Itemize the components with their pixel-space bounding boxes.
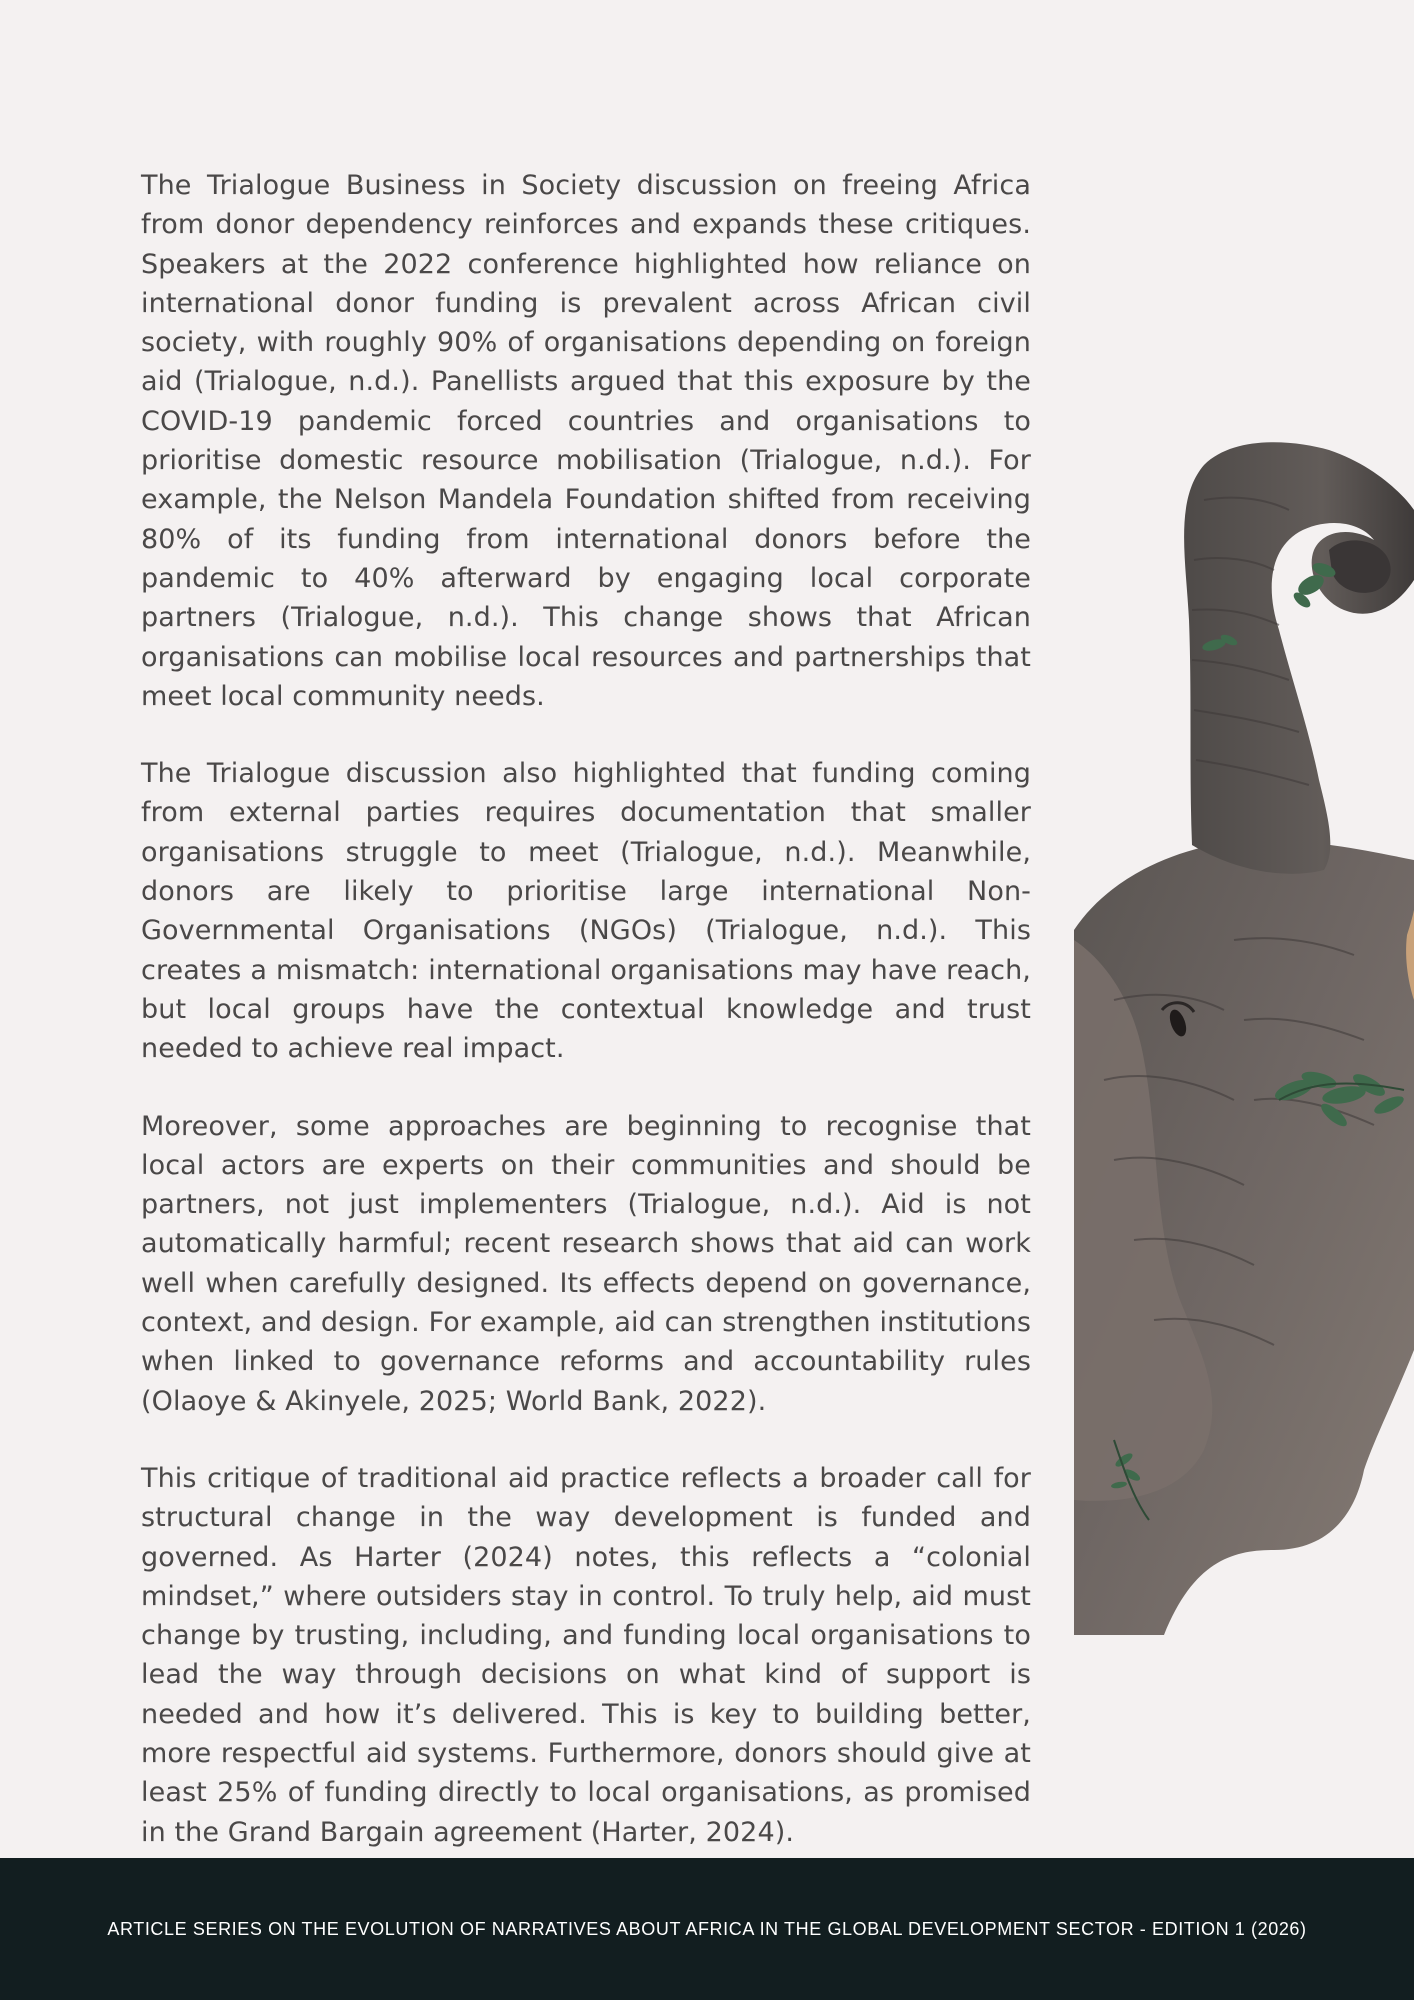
elephant-trunk [1184,442,1414,874]
footer-series-title: ARTICLE SERIES ON THE EVOLUTION OF NARRATIVES ABOUT AFRICA IN THE GLOBAL DEVELOPMENT SECTOR - EDITION 1 (2026) [107,1918,1307,1939]
page-footer [0,1858,1414,2000]
article-paragraph-3: Moreover, some approaches are beginning to recognise that local actors are experts on their communities and should be partners, not just implementers (Trialogue, n.d.). Aid is not automatically harmful; recent research shows that aid can work well when carefully designed. Its effects depend on governance, context, and design. For example, aid can strengthen institutions when linked to governance reforms and accountability rules (Olaoye & Akinyele, 2025; World Bank, 2022). [141,1110,1031,1417]
article-body [141,166,1031,1890]
article-paragraph-4: This critique of traditional aid practice reflects a broader call for structural change in the way development is funded and governed. As Harter (2024) notes, this reflects a “colonial mindset,” where outsiders stay in control. To truly help, aid must change by trusting, including, and funding local organisations to lead the way through decisions on what kind of support is needed and how it’s delivered. This is key to building better, more respectful aid systems. Furthermore, donors should give at least 25% of funding directly to local organisations, as promised in the Grand Bargain agreement (Harter, 2024). [141,1462,1031,1848]
elephant-photo [1074,440,1414,1635]
article-paragraph-2: The Trialogue discussion also highlighted that funding coming from external parties requires documentation that smaller organisations struggle to meet (Trialogue, n.d.). Meanwhile, donors are likely to prioritise large international Non-Governmental Organisations (NGOs) (Trialogue, n.d.). This creates a mismatch: international organisations may have reach, but local groups have the contextual knowledge and trust needed to achieve real impact. [141,758,1031,1065]
article-paragraph-1: The Trialogue Business in Society discussion on freeing Africa from donor dependency reinforces and expands these critiques. Speakers at the 2022 conference highlighted how reliance on international donor funding is prevalent across African civil society, with roughly 90% of organisations depending on foreign aid (Trialogue, n.d.). Panellists argued that this exposure by the COVID-19 pandemic forced countries and organisations to prioritise domestic resource mobilisation (Trialogue, n.d.). For example, the Nelson Mandela Foundation shifted from receiving 80% of its funding from international donors before the pandemic to 40% afterward by engaging local corporate partners (Trialogue, n.d.). This change shows that African organisations can mobilise local resources and partnerships that meet local community needs. [141,170,1031,712]
